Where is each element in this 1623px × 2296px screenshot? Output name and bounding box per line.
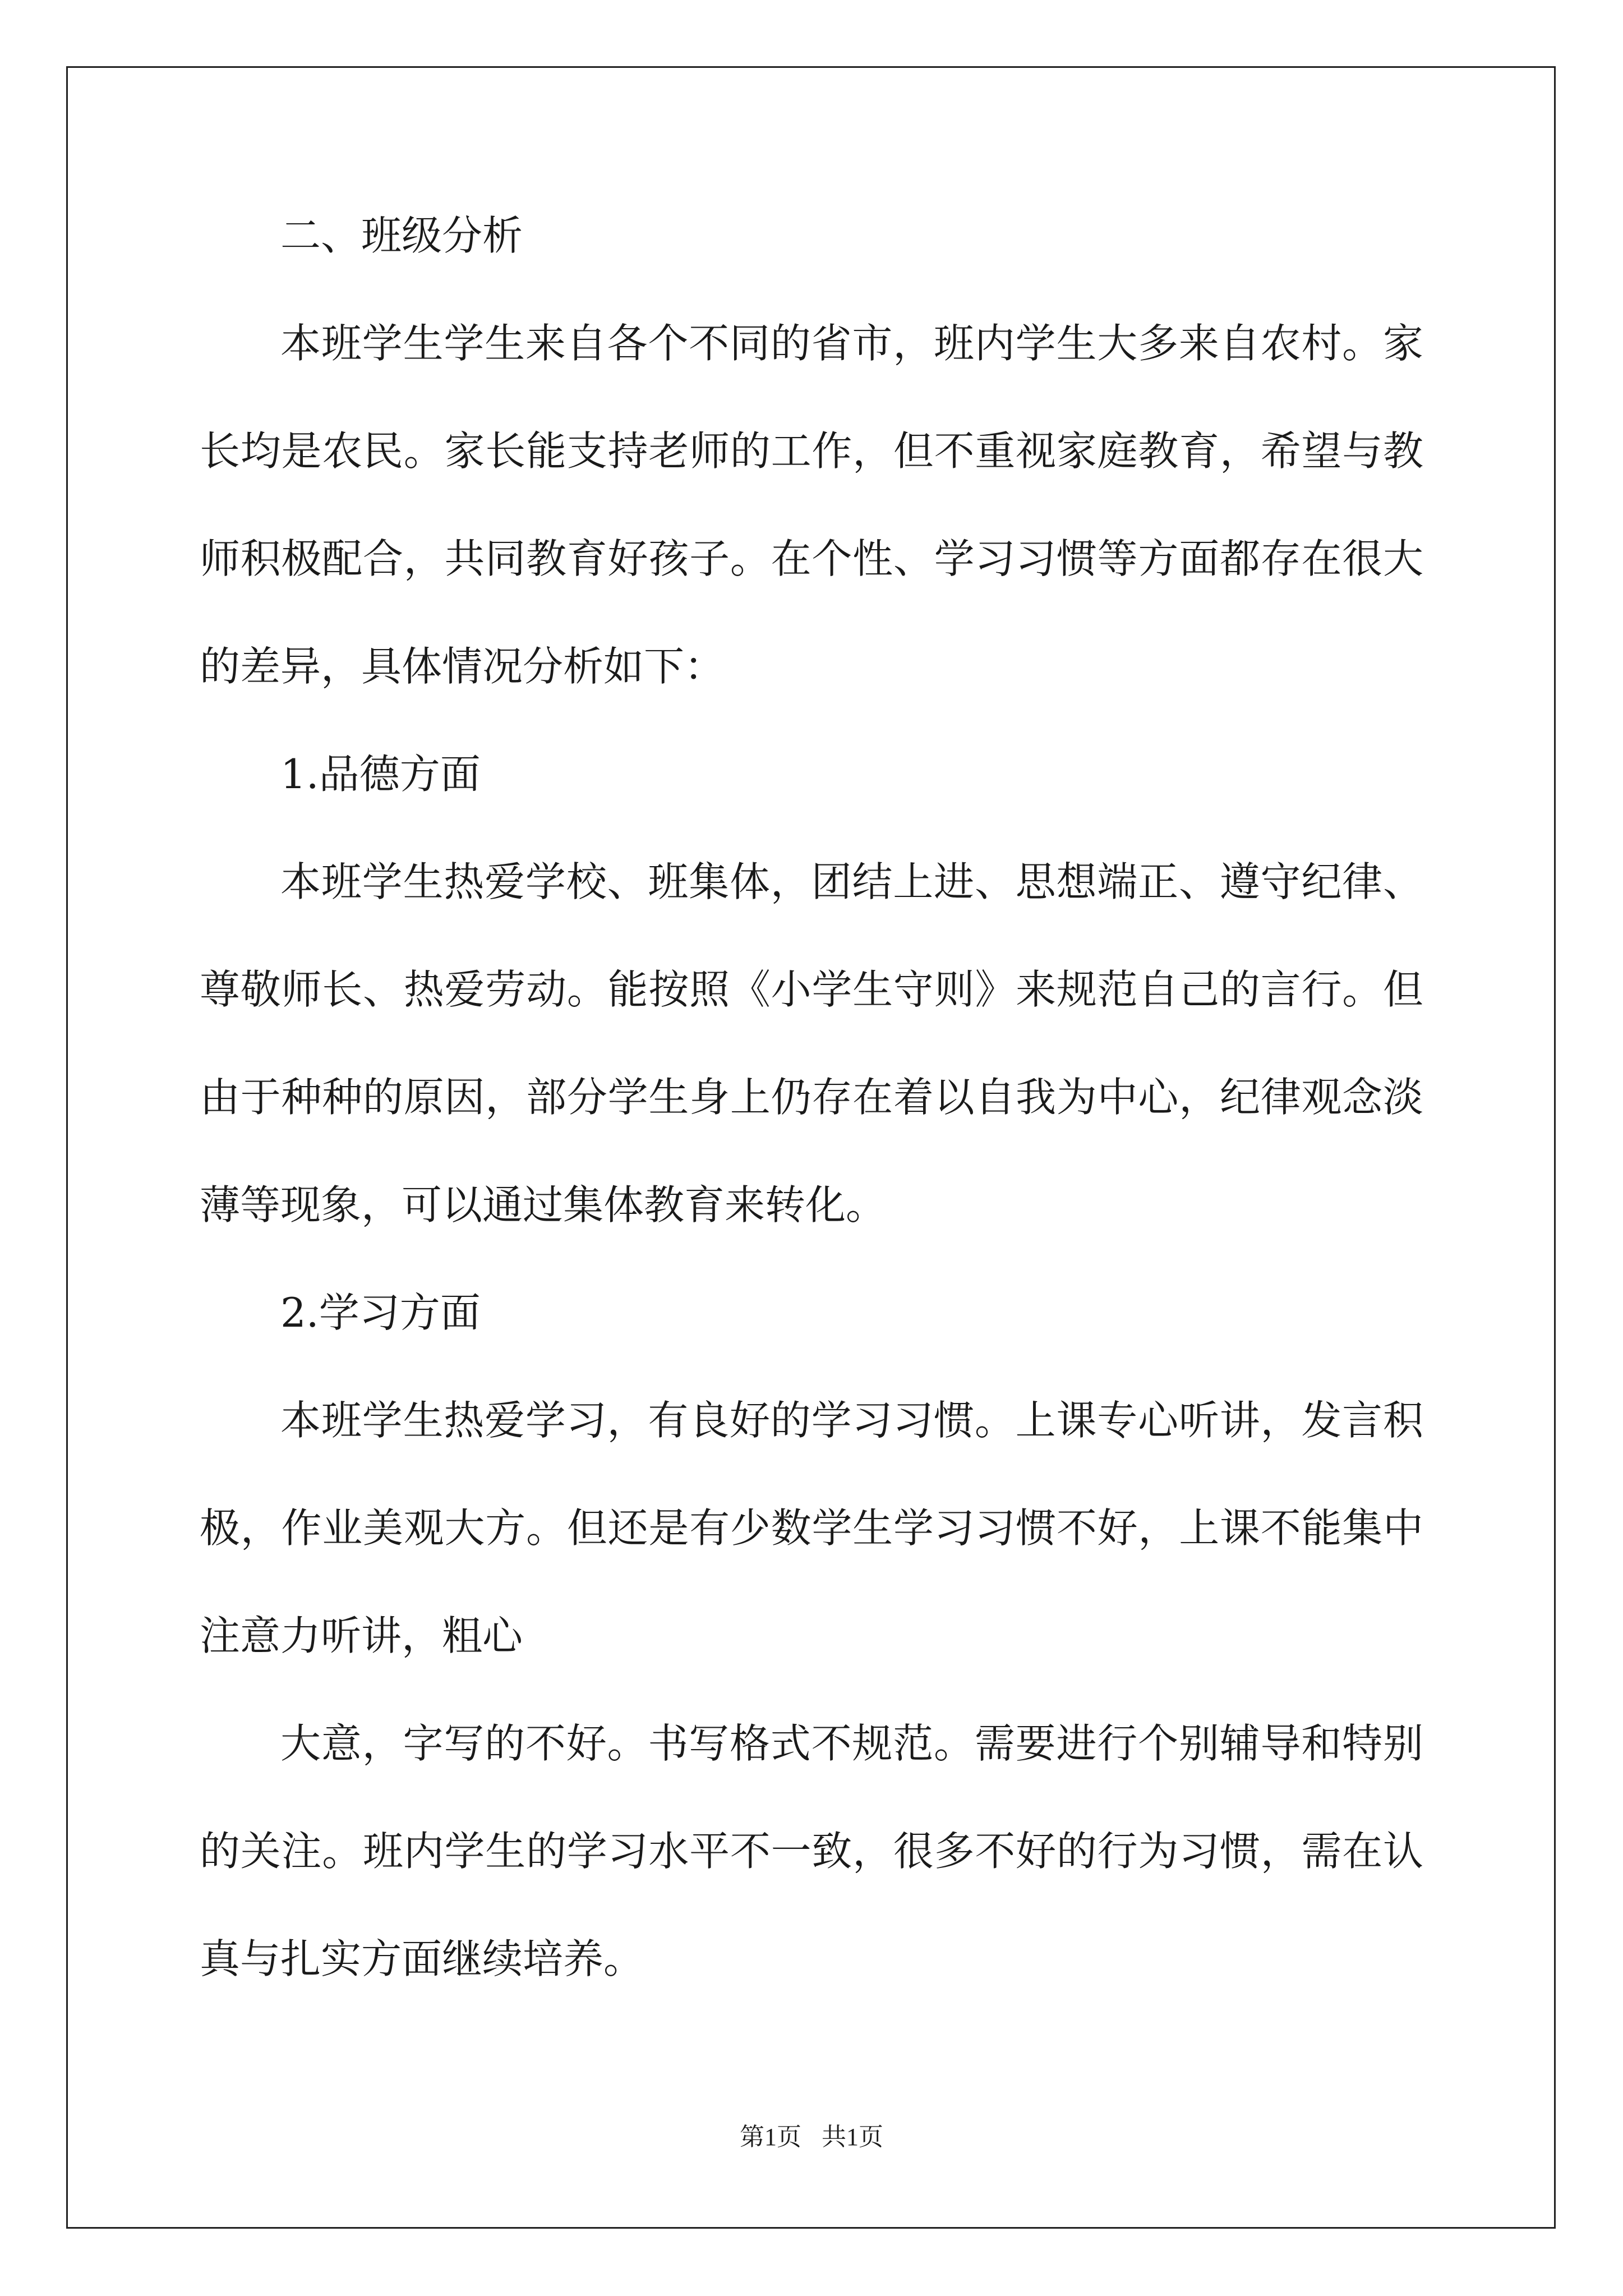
paragraph-line: 本班学生学生来自各个不同的省市，班内学生大多来自农村。家	[280, 320, 1423, 367]
page-total: 共1页	[822, 2123, 883, 2151]
paragraph-line: 本班学生热爱学习，有良好的学习习惯。上课专心听讲，发言积	[280, 1397, 1423, 1444]
subsection-heading: 2.学习方面	[280, 1289, 481, 1336]
paragraph-line: 注意力听讲，粗心	[200, 1612, 523, 1659]
section-heading: 二、班级分析	[280, 212, 523, 259]
paragraph-line: 极，作业美观大方。但还是有少数学生学习习惯不好，上课不能集中	[200, 1504, 1423, 1552]
paragraph-line: 的关注。班内学生的学习水平不一致，很多不好的行为习惯，需在认	[200, 1828, 1423, 1875]
paragraph-line: 长均是农民。家长能支持老师的工作，但不重视家庭教育，希望与教	[200, 427, 1423, 475]
paragraph-line: 薄等现象，可以通过集体教育来转化。	[200, 1181, 887, 1228]
paragraph-line: 的差异，具体情况分析如下：	[200, 643, 725, 690]
paragraph-line: 真与扎实方面继续培养。	[200, 1935, 644, 1982]
page-number: 第1页	[740, 2123, 801, 2151]
page-border	[66, 66, 1556, 2229]
page-footer	[0, 2120, 1623, 2154]
paragraph-line: 尊敬师长、热爱劳动。能按照《小学生守则》来规范自己的言行。但	[200, 966, 1423, 1013]
paragraph-line: 由于种种的原因，部分学生身上仍存在着以自我为中心，纪律观念淡	[200, 1074, 1423, 1121]
subsection-heading: 1.品德方面	[280, 751, 481, 798]
paragraph-line: 大意，字写的不好。书写格式不规范。需要进行个别辅导和特别	[280, 1720, 1423, 1767]
paragraph-line: 师积极配合，共同教育好孩子。在个性、学习习惯等方面都存在很大	[200, 535, 1423, 582]
paragraph-line: 本班学生热爱学校、班集体，团结上进、思想端正、遵守纪律、	[280, 858, 1423, 905]
